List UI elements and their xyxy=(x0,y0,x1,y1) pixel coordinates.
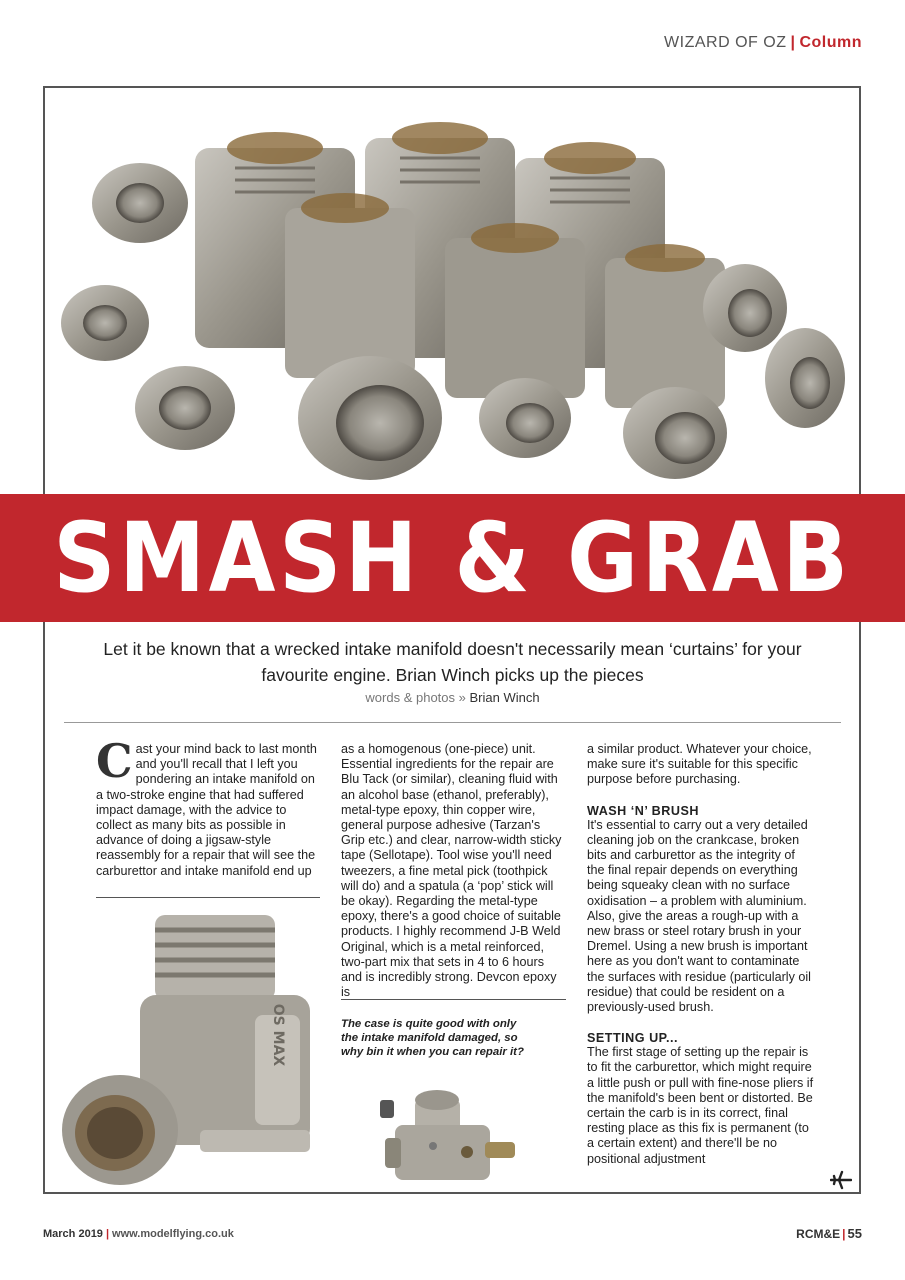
byline xyxy=(0,690,905,705)
issue-date: March 2019 xyxy=(43,1228,103,1240)
section-name: WIZARD OF OZ xyxy=(664,34,787,51)
article-title: SMASH & GRAB xyxy=(53,502,852,614)
footer-right xyxy=(796,1226,862,1241)
website-url: www.modelflying.co.uk xyxy=(112,1228,234,1240)
byline-author: Brian Winch xyxy=(469,690,540,705)
col1-text: ast your mind back to last month and you'll recall that I left you pondering an intake manifold on a two-stroke engine that had suffered impact damage, with the advice to collect as many bits as possible in advance of doing a jigsaw-style reassembly for a repair that will see the carburettor and intake manifold end up xyxy=(96,742,317,878)
photo-carburettor xyxy=(375,1080,525,1198)
hero-photo-engine-crankcases xyxy=(45,88,859,493)
body-paragraph-4: It's essential to carry out a very detailed cleaning job on the crankcase, broken bits and carburettor as the integrity of the final repair depends on everything being squeaky clean with no surface oxidisation – a problem with aluminium. Also, give the areas a rough-up with a new brass or steel rotary brush in your Dremel. Using a new brush is important here as you don't want to contaminate the surfaces with residue (particularly oil residue) that could be resident on a previously-used brush. xyxy=(587,817,811,1015)
column-2 xyxy=(341,742,566,1000)
footer-left xyxy=(43,1228,234,1240)
drop-cap: C xyxy=(96,734,133,788)
divider-column-2 xyxy=(341,999,566,1000)
body-paragraph-2: as a homogenous (one-piece) unit. Essential ingredients for the repair are Blu Tack (or similar), cleaning fluid with an alcohol base (ethanol, preferably), metal-type epoxy, thin copper wire, general purpose adhesive (Tarzan's Grip etc.) and clear, narrow-width sticky tape (Sellotape). Tool wise you'll need tweezers, a fine metal pick (toothpick will do) and a spatula (a ‘pop’ stick will be okay). Regarding the metal-type epoxy, there's a good choice of suitable products. I highly recommend J-B Weld Original, which is a metal reinforced, two-part mix that sets in 4 to 6 hours and is incredibly strong. Devcon epoxy is xyxy=(341,742,562,1000)
magazine-name: RCM&E xyxy=(796,1227,841,1241)
subhead-wash-n-brush: WASH ‘N’ BRUSH xyxy=(587,803,699,818)
column-1 xyxy=(96,734,320,879)
footer-separator: | xyxy=(105,1228,110,1240)
page-number: 55 xyxy=(847,1226,862,1241)
standfirst: Let it be known that a wrecked intake manifold doesn't necessarily mean ‘curtains’ for your favourite engine. Brian Winch picks up the pieces xyxy=(103,639,802,685)
airplane-icon xyxy=(830,1170,852,1190)
running-header xyxy=(664,34,862,52)
photo-caption: The case is quite good with only the intake manifold damaged, so why bin it when you can repair it? xyxy=(341,1018,524,1059)
divider-column-1 xyxy=(96,897,320,898)
body-paragraph-3: a similar product. Whatever your choice, make sure it's suitable for this specific purpose before purchasing. xyxy=(587,742,812,787)
column-3 xyxy=(587,742,815,1167)
title-banner xyxy=(0,494,905,622)
body-paragraph-1 xyxy=(96,734,320,879)
byline-prefix: words & photos » xyxy=(365,690,466,705)
engine-label: OS MAX xyxy=(270,1003,286,1067)
footer-separator-right: | xyxy=(842,1227,846,1241)
divider-top xyxy=(64,722,841,723)
header-separator: | xyxy=(790,34,796,51)
body-paragraph-5: The first stage of setting up the repair is to fit the carburettor, which might require a little push or pull with fine-nose pliers if the manifold's been bent or distorted. Be certain the carb is in its correct, final resting place as this fix is permanent (to a certain extent) and there'll be no positional adjustment xyxy=(587,1045,814,1166)
category-name: Column xyxy=(799,34,862,51)
photo-os-max-engine xyxy=(60,905,340,1195)
subhead-setting-up: SETTING UP... xyxy=(587,1031,678,1046)
